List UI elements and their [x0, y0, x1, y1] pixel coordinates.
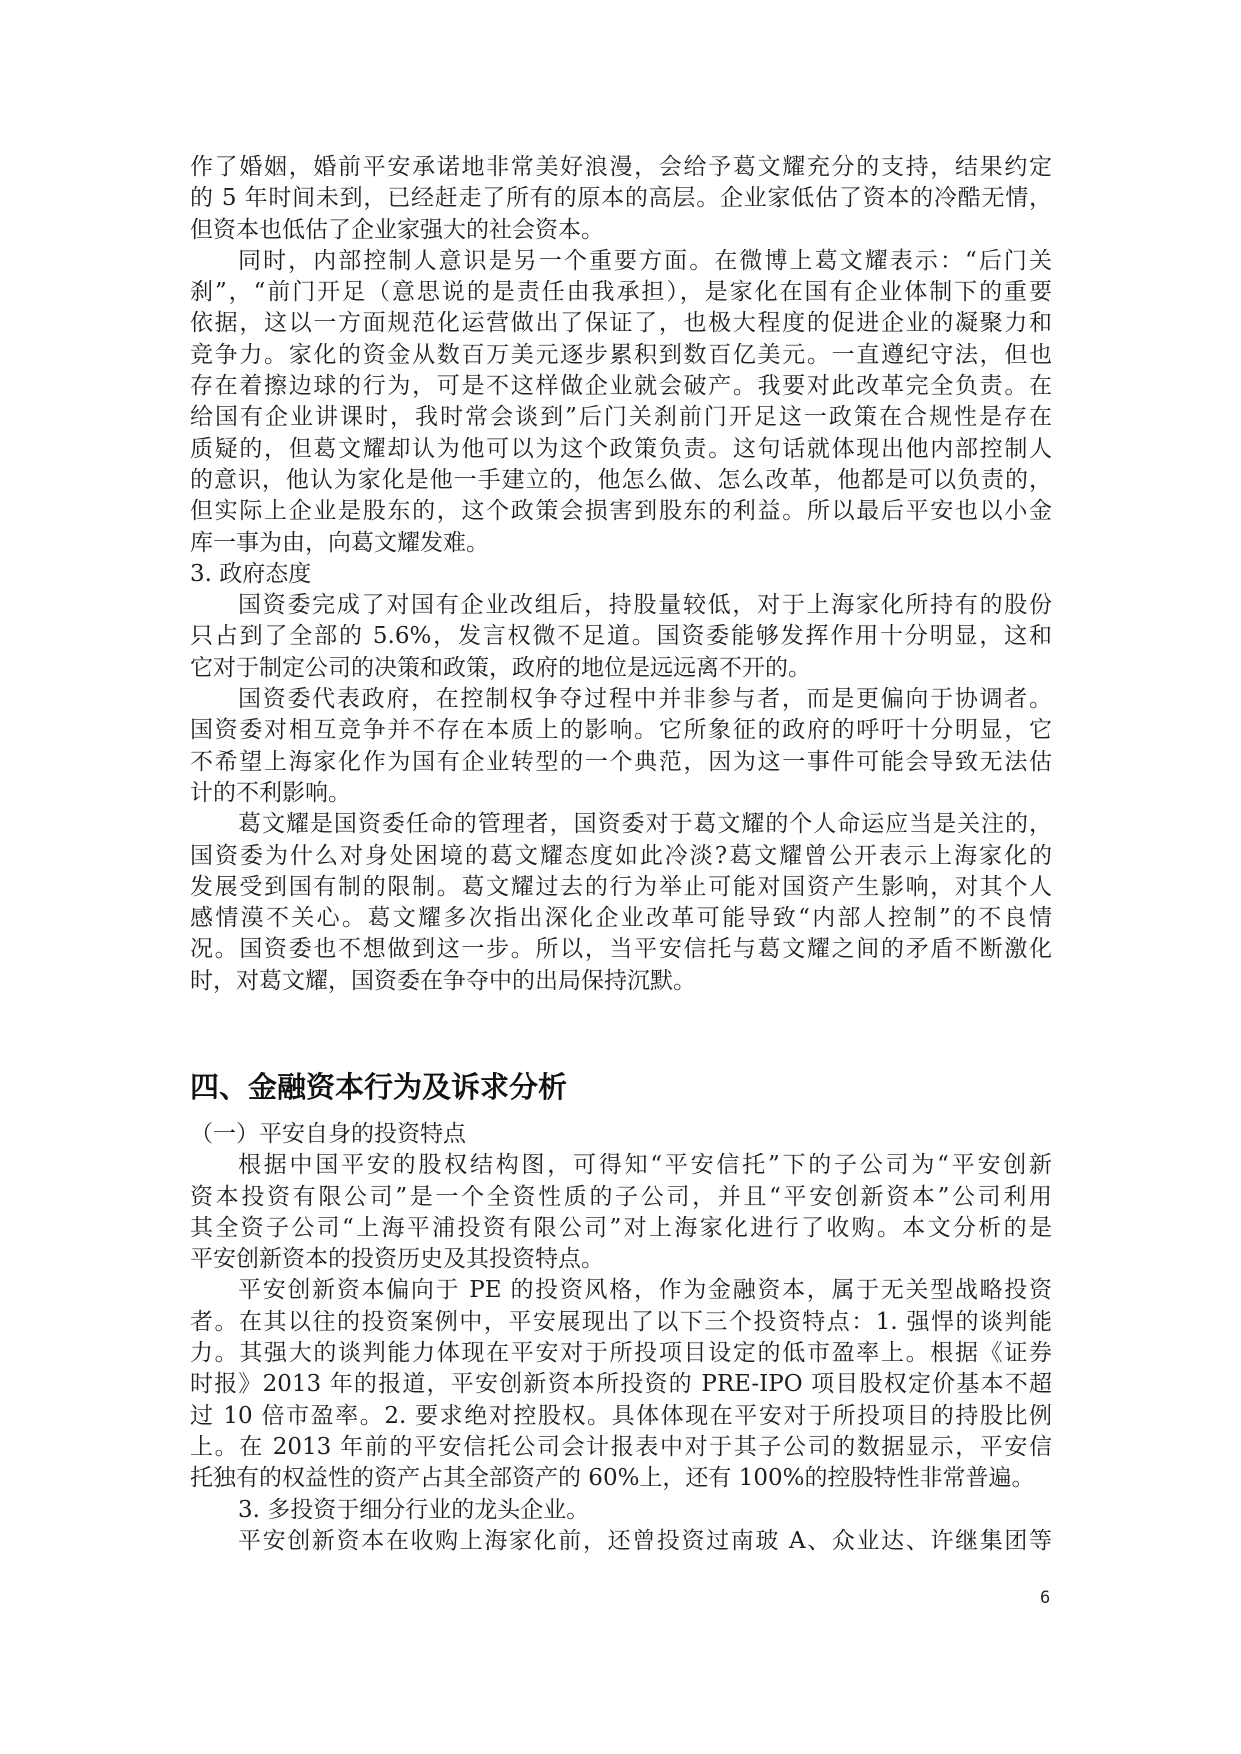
body-text-top	[190, 152, 1052, 997]
text-line: 况。国资委也不想做到这一步。所以，当平安信托与葛文耀之间的矛盾不断激化	[190, 936, 1052, 963]
paragraph	[190, 152, 1052, 246]
text-line: 3. 政府态度	[190, 560, 312, 587]
paragraph	[190, 1119, 1052, 1150]
text-line: 依据，这以一方面规范化运营做出了保证了，也极大程度的促进企业的凝聚力和	[190, 310, 1052, 337]
text-line: 托独有的权益性的资产占其全部资产的 60%上，还有 100%的控股特性非常普遍。	[190, 1465, 1035, 1492]
text-line: 国资委代表政府，在控制权争夺过程中并非参与者，而是更偏向于协调者。	[238, 686, 1052, 713]
paragraph	[190, 1275, 1052, 1494]
paragraph	[190, 590, 1052, 684]
paragraph	[190, 1526, 1052, 1557]
text-line: 平安创新资本的投资历史及其投资特点。	[190, 1246, 604, 1273]
text-line: 平安创新资本在收购上海家化前，还曾投资过南玻 A、众业达、许继集团等	[238, 1527, 1052, 1554]
text-line: 但资本也低估了企业家强大的社会资本。	[190, 216, 604, 243]
paragraph	[190, 1495, 1052, 1526]
text-line: （一）平安自身的投资特点	[190, 1121, 466, 1147]
text-line: 库一事为由，向葛文耀发难。	[190, 529, 489, 556]
text-line: 它对于制定公司的决策和政策，政府的地位是远远离不开的。	[190, 654, 811, 681]
text-line: 其全资子公司“上海平浦投资有限公司”对上海家化进行了收购。本文分析的是	[190, 1214, 1052, 1241]
text-line: 的 5 年时间未到，已经赶走了所有的原本的高层。企业家低估了资本的冷酷无情，	[190, 185, 1052, 212]
text-line: 感情漠不关心。葛文耀多次指出深化企业改革可能导致“内部人控制”的不良情	[190, 905, 1052, 932]
section-heading: 四、金融资本行为及诉求分析	[190, 1070, 568, 1104]
text-line: 葛文耀是国资委任命的管理者，国资委对于葛文耀的个人命运应当是关注的，	[238, 811, 1052, 838]
paragraph	[190, 809, 1052, 997]
text-line: 时，对葛文耀，国资委在争夺中的出局保持沉默。	[190, 967, 696, 994]
paragraph	[190, 684, 1052, 809]
text-line: 平安创新资本偏向于 PE 的投资风格，作为金融资本，属于无关型战略投资	[238, 1277, 1052, 1304]
text-line: 的意识，他认为家化是他一手建立的，他怎么做、怎么改革，他都是可以负责的，	[190, 466, 1052, 493]
text-line: 存在着擦边球的行为，可是不这样做企业就会破产。我要对此改革完全负责。在	[190, 373, 1052, 400]
text-line: 3. 多投资于细分行业的龙头企业。	[238, 1496, 590, 1523]
text-line: 同时，内部控制人意识是另一个重要方面。在微博上葛文耀表示：“后门关	[238, 247, 1052, 274]
paragraph	[190, 246, 1052, 559]
paragraph	[190, 559, 1052, 590]
text-line: 时报》2013 年的报道，平安创新资本所投资的 PRE-IPO 项目股权定价基本不超	[190, 1371, 1052, 1398]
text-line: 给国有企业讲课时，我时常会谈到”后门关刹前门开足这一政策在合规性是存在	[190, 404, 1052, 431]
text-line: 竞争力。家化的资金从数百万美元逐步累积到数百亿美元。一直遵纪守法，但也	[190, 341, 1052, 368]
paragraph	[190, 1150, 1052, 1275]
body-text-bottom	[190, 1119, 1052, 1557]
text-line: 但实际上企业是股东的，这个政策会损害到股东的利益。所以最后平安也以小金	[190, 498, 1052, 525]
text-line: 根据中国平安的股权结构图，可得知“平安信托”下的子公司为“平安创新	[238, 1152, 1052, 1179]
text-line: 过 10 倍市盈率。2. 要求绝对控股权。具体体现在平安对于所投项目的持股比例	[190, 1402, 1052, 1429]
text-line: 刹”，“前门开足（意思说的是责任由我承担），是家化在国有企业体制下的重要	[190, 279, 1052, 306]
text-line: 国资委完成了对国有企业改组后，持股量较低，对于上海家化所持有的股份	[238, 592, 1052, 619]
text-line: 计的不利影响。	[190, 779, 351, 806]
text-line: 国资委为什么对身处困境的葛文耀态度如此冷淡?葛文耀曾公开表示上海家化的	[190, 842, 1052, 869]
text-line: 国资委对相互竞争并不存在本质上的影响。它所象征的政府的呼吁十分明显，它	[190, 717, 1052, 744]
text-line: 只占到了全部的 5.6%，发言权微不足道。国资委能够发挥作用十分明显，这和	[190, 623, 1052, 650]
page-number: 6	[1040, 1588, 1051, 1608]
text-line: 质疑的，但葛文耀却认为他可以为这个政策负责。这句话就体现出他内部控制人	[190, 435, 1052, 462]
text-line: 资本投资有限公司”是一个全资性质的子公司，并且“平安创新资本”公司利用	[190, 1183, 1052, 1210]
text-line: 上。在 2013 年前的平安信托公司会计报表中对于其子公司的数据显示，平安信	[190, 1433, 1052, 1460]
text-line: 力。其强大的谈判能力体现在平安对于所投项目设定的低市盈率上。根据《证券	[190, 1340, 1052, 1367]
text-line: 作了婚姻，婚前平安承诺地非常美好浪漫，会给予葛文耀充分的支持，结果约定	[190, 154, 1052, 180]
text-line: 发展受到国有制的限制。葛文耀过去的行为举止可能对国资产生影响，对其个人	[190, 873, 1052, 900]
text-line: 不希望上海家化作为国有企业转型的一个典范，因为这一事件可能会导致无法估	[190, 748, 1052, 775]
text-line: 者。在其以往的投资案例中，平安展现出了以下三个投资特点：1. 强悍的谈判能	[190, 1308, 1052, 1335]
